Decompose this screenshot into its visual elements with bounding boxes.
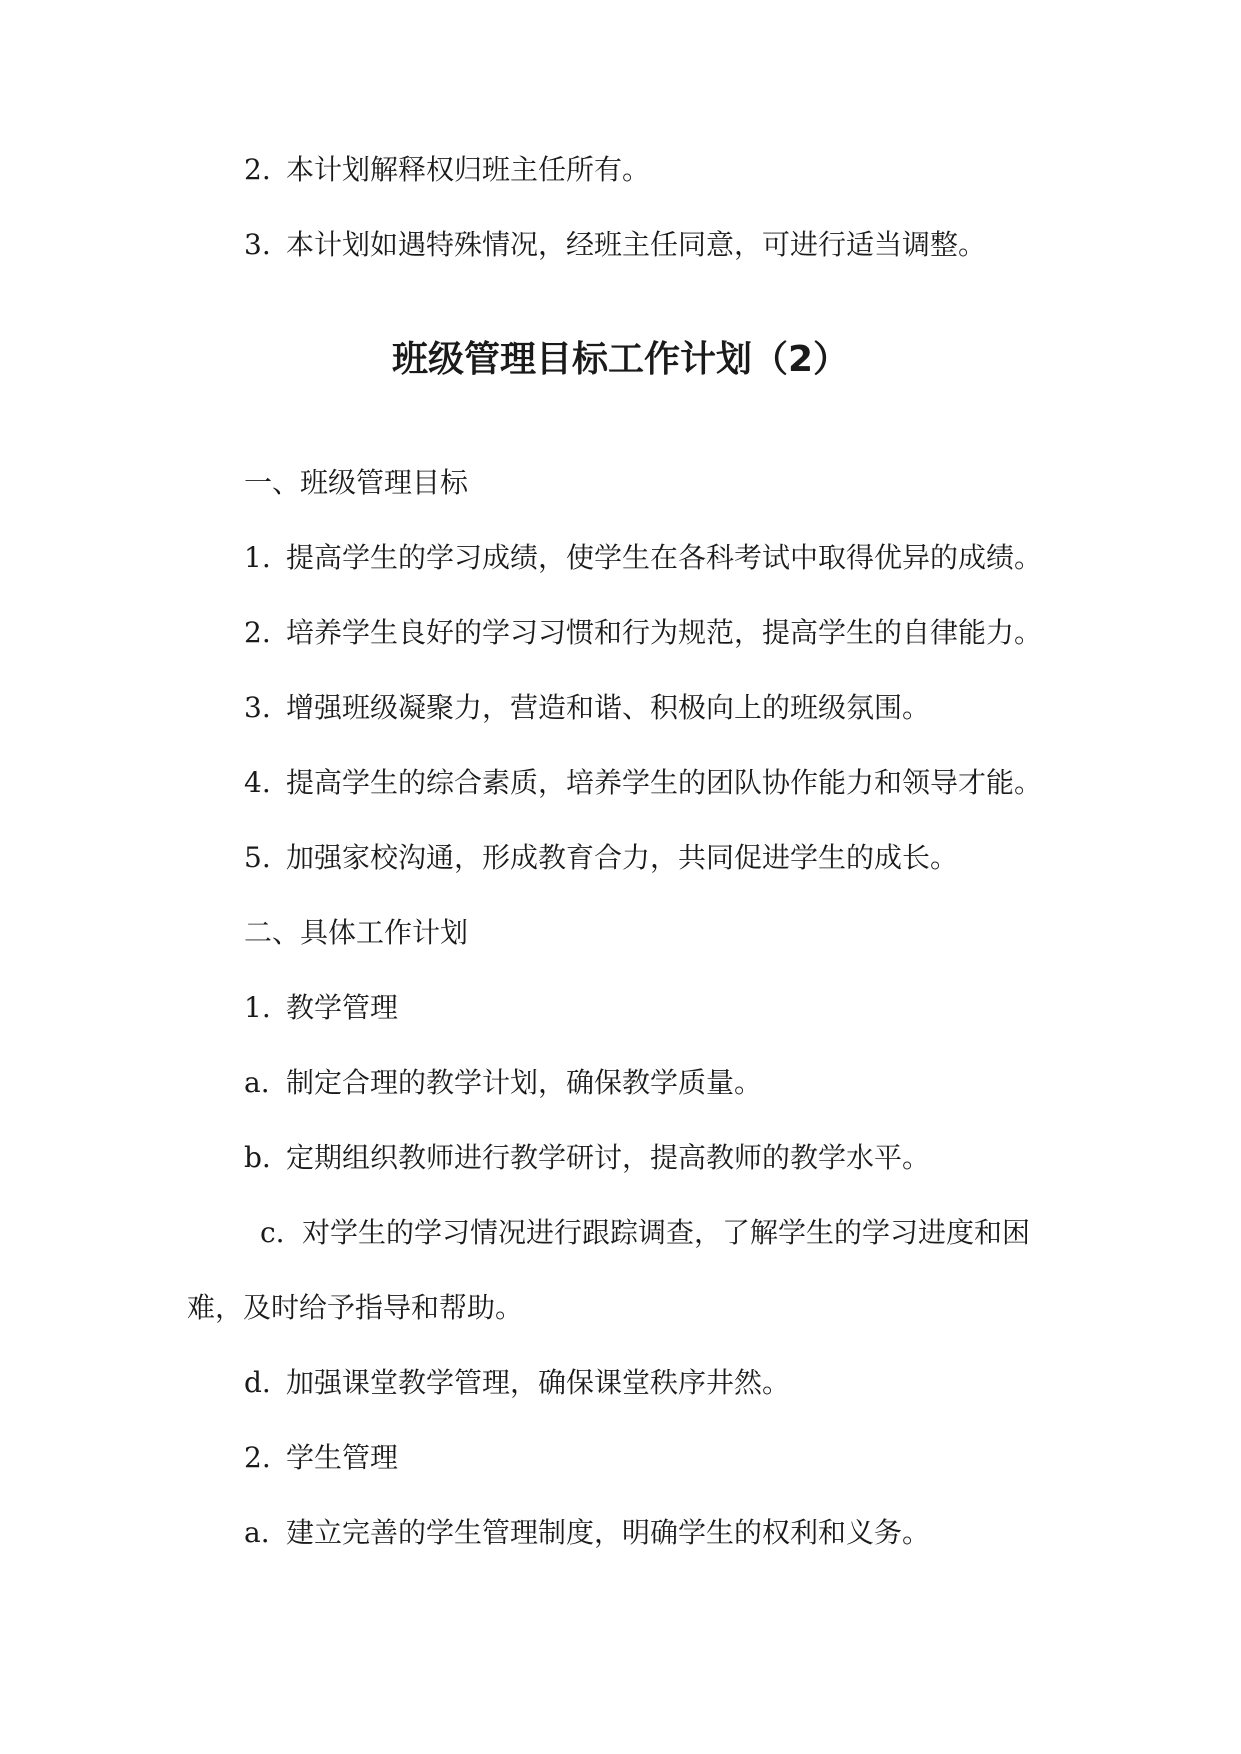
list-item — [244, 1138, 930, 1178]
item-number: 5. — [244, 841, 271, 874]
document-title: 班级管理目标工作计划（2） — [391, 339, 850, 380]
item-number: b. — [244, 1141, 271, 1174]
subsection-heading — [244, 1438, 398, 1478]
list-item — [244, 1363, 790, 1403]
subsection-heading — [244, 988, 398, 1028]
section-heading: 一、班级管理目标 — [244, 466, 469, 499]
list-item — [244, 538, 1042, 578]
list-item — [244, 613, 1042, 653]
item-text: 增强班级凝聚力，营造和谐、积极向上的班级氛围。 — [286, 691, 931, 724]
item-number: 1. — [244, 991, 271, 1024]
item-text: 对学生的学习情况进行跟踪调查，了解学生的学习进度和困 — [302, 1216, 1031, 1249]
item-text: 定期组织教师进行教学研讨，提高教师的教学水平。 — [286, 1141, 931, 1174]
list-item — [244, 763, 1042, 803]
subsection-title: 学生管理 — [286, 1441, 399, 1474]
item-number: 2. — [244, 153, 271, 186]
item-text: 本计划解释权归班主任所有。 — [286, 153, 651, 186]
item-text: 制定合理的教学计划，确保教学质量。 — [286, 1066, 763, 1099]
item-text: 加强课堂教学管理，确保课堂秩序井然。 — [286, 1366, 791, 1399]
list-item — [244, 688, 930, 728]
item-number: d. — [244, 1366, 271, 1399]
item-number: 1. — [244, 541, 271, 574]
list-item — [244, 1213, 1030, 1253]
list-item — [244, 225, 986, 265]
item-text: 培养学生良好的学习习惯和行为规范，提高学生的自律能力。 — [286, 616, 1043, 649]
item-number: 4. — [244, 766, 271, 799]
item-text: 加强家校沟通，形成教育合力，共同促进学生的成长。 — [286, 841, 959, 874]
list-item — [244, 1063, 762, 1103]
item-number: a. — [244, 1516, 270, 1549]
list-item — [244, 150, 650, 190]
item-number: 2. — [244, 1441, 271, 1474]
list-item — [244, 838, 958, 878]
item-number: 2. — [244, 616, 271, 649]
item-text: 提高学生的综合素质，培养学生的团队协作能力和领导才能。 — [286, 766, 1043, 799]
item-number: a. — [244, 1066, 270, 1099]
item-number: 3. — [244, 691, 271, 724]
item-text: 建立完善的学生管理制度，明确学生的权利和义务。 — [286, 1516, 931, 1549]
item-text: 提高学生的学习成绩，使学生在各科考试中取得优异的成绩。 — [286, 541, 1043, 574]
section-heading: 二、具体工作计划 — [244, 916, 469, 949]
item-number: c. — [260, 1216, 285, 1249]
item-number: 3. — [244, 228, 271, 261]
item-text: 本计划如遇特殊情况，经班主任同意，可进行适当调整。 — [286, 228, 987, 261]
list-item-continuation: 难，及时给予指导和帮助。 — [187, 1291, 524, 1324]
list-item — [244, 1513, 930, 1553]
subsection-title: 教学管理 — [286, 991, 399, 1024]
